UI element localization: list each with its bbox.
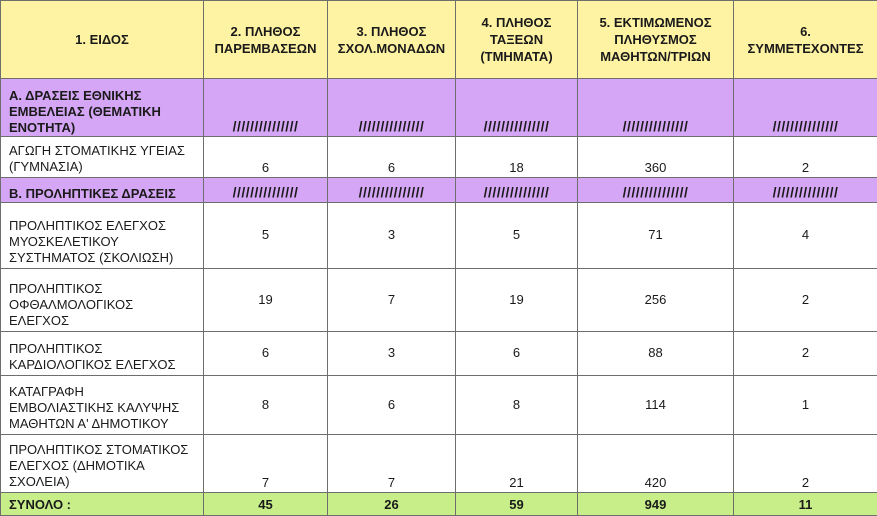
- cell-school-units: 7: [328, 435, 456, 493]
- cell-classes: 6: [456, 332, 578, 376]
- section-filler: ///////////////: [328, 79, 456, 137]
- total-row: [1, 493, 877, 516]
- section-label: Β. ΠΡΟΛΗΠΤΙΚΕΣ ΔΡΑΣΕΙΣ: [1, 178, 204, 203]
- cell-interventions: 19: [204, 269, 328, 332]
- total-participants: 11: [734, 493, 877, 516]
- section-filler: ///////////////: [578, 178, 734, 203]
- header-student-population: 5. ΕΚΤΙΜΩΜΕΝΟΣ ΠΛΗΘΥΣΜΟΣ ΜΑΘΗΤΩΝ/ΤΡΙΩΝ: [578, 1, 734, 79]
- row-label: ΑΓΩΓΗ ΣΤΟΜΑΤΙΚΗΣ ΥΓΕΙΑΣ (ΓΥΜΝΑΣΙΑ): [1, 137, 204, 178]
- table-row: [1, 269, 877, 332]
- cell-interventions: 7: [204, 435, 328, 493]
- header-row: [1, 1, 877, 79]
- cell-student-population: 114: [578, 376, 734, 435]
- table-row: [1, 435, 877, 493]
- section-filler: ///////////////: [734, 79, 877, 137]
- cell-classes: 18: [456, 137, 578, 178]
- cell-interventions: 5: [204, 203, 328, 269]
- header-classes: 4. ΠΛΗΘΟΣ ΤΑΞΕΩΝ (ΤΜΗΜΑΤΑ): [456, 1, 578, 79]
- cell-student-population: 420: [578, 435, 734, 493]
- cell-school-units: 6: [328, 376, 456, 435]
- header-school-units: 3. ΠΛΗΘΟΣ ΣΧΟΛ.ΜΟΝΑΔΩΝ: [328, 1, 456, 79]
- cell-student-population: 256: [578, 269, 734, 332]
- cell-classes: 5: [456, 203, 578, 269]
- header-interventions: 2. ΠΛΗΘΟΣ ΠΑΡΕΜΒΑΣΕΩΝ: [204, 1, 328, 79]
- section-filler: ///////////////: [328, 178, 456, 203]
- cell-participants: 2: [734, 137, 877, 178]
- cell-classes: 8: [456, 376, 578, 435]
- cell-participants: 4: [734, 203, 877, 269]
- cell-participants: 2: [734, 269, 877, 332]
- section-filler: ///////////////: [578, 79, 734, 137]
- table-row: [1, 203, 877, 269]
- row-label: ΚΑΤΑΓΡΑΦΗ ΕΜΒΟΛΙΑΣΤΙΚΗΣ ΚΑΛΥΨΗΣ ΜΑΘΗΤΩΝ Α' ΔΗΜΟΤΙΚΟΥ: [1, 376, 204, 435]
- table-row: [1, 376, 877, 435]
- header-participants: 6. ΣΥΜΜΕΤΕΧΟΝΤΕΣ: [734, 1, 877, 79]
- total-student-population: 949: [578, 493, 734, 516]
- cell-interventions: 6: [204, 332, 328, 376]
- row-label: ΠΡΟΛΗΠΤΙΚΟΣ ΚΑΡΔΙΟΛΟΓΙΚΟΣ ΕΛΕΓΧΟΣ: [1, 332, 204, 376]
- cell-student-population: 71: [578, 203, 734, 269]
- section-row-a: [1, 79, 877, 137]
- cell-classes: 21: [456, 435, 578, 493]
- cell-interventions: 8: [204, 376, 328, 435]
- cell-student-population: 88: [578, 332, 734, 376]
- cell-participants: 2: [734, 435, 877, 493]
- cell-classes: 19: [456, 269, 578, 332]
- cell-school-units: 3: [328, 332, 456, 376]
- total-school-units: 26: [328, 493, 456, 516]
- total-classes: 59: [456, 493, 578, 516]
- section-filler: ///////////////: [734, 178, 877, 203]
- cell-school-units: 3: [328, 203, 456, 269]
- cell-school-units: 6: [328, 137, 456, 178]
- row-label: ΠΡΟΛΗΠΤΙΚΟΣ ΕΛΕΓΧΟΣ ΜΥΟΣΚΕΛΕΤΙΚΟΥ ΣΥΣΤΗΜΑΤΟΣ (ΣΚΟΛΙΩΣΗ): [1, 203, 204, 269]
- row-label: ΠΡΟΛΗΠΤΙΚΟΣ ΟΦΘΑΛΜΟΛΟΓΙΚΟΣ ΕΛΕΓΧΟΣ: [1, 269, 204, 332]
- total-label: ΣΥΝΟΛΟ :: [1, 493, 204, 516]
- total-interventions: 45: [204, 493, 328, 516]
- row-label: ΠΡΟΛΗΠΤΙΚΟΣ ΣΤΟΜΑΤΙΚΟΣ ΕΛΕΓΧΟΣ (ΔΗΜΟΤΙΚΑ ΣΧΟΛΕΙΑ): [1, 435, 204, 493]
- cell-interventions: 6: [204, 137, 328, 178]
- section-label: Α. ΔΡΑΣΕΙΣ ΕΘΝΙΚΗΣ ΕΜΒΕΛΕΙΑΣ (ΘΕΜΑΤΙΚΗ ΕΝΟΤΗΤΑ): [1, 79, 204, 137]
- section-row-b: [1, 178, 877, 203]
- cell-student-population: 360: [578, 137, 734, 178]
- cell-school-units: 7: [328, 269, 456, 332]
- table-row: [1, 137, 877, 178]
- header-eidos: 1. ΕΙΔΟΣ: [1, 1, 204, 79]
- cell-participants: 2: [734, 332, 877, 376]
- cell-participants: 1: [734, 376, 877, 435]
- section-filler: ///////////////: [456, 178, 578, 203]
- section-filler: ///////////////: [456, 79, 578, 137]
- section-filler: ///////////////: [204, 79, 328, 137]
- section-filler: ///////////////: [204, 178, 328, 203]
- table-row: [1, 332, 877, 376]
